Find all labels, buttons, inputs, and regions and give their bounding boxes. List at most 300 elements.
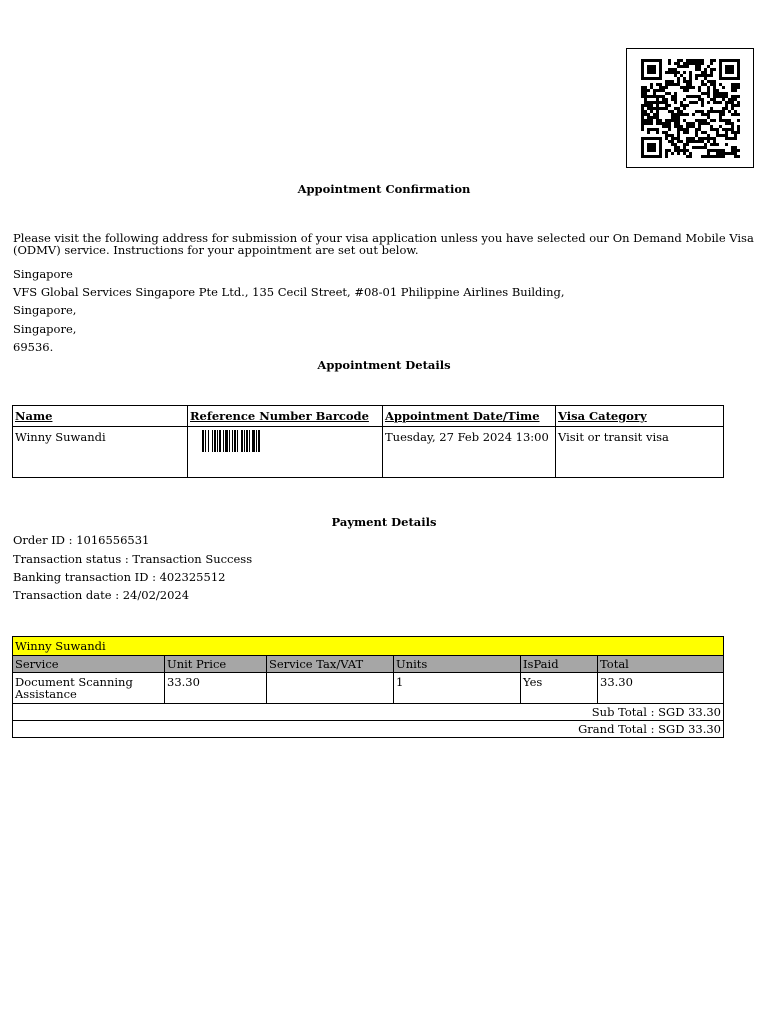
qr-module (731, 128, 734, 131)
qr-module (713, 140, 716, 143)
qr-module (737, 101, 740, 104)
qr-module (701, 119, 704, 122)
qr-module (689, 140, 692, 143)
qr-module (647, 116, 650, 119)
qr-module (695, 134, 698, 137)
qr-module (737, 131, 740, 134)
order-id: Order ID : 1016556531 (13, 533, 150, 547)
qr-module (731, 125, 734, 128)
qr-module (737, 59, 740, 62)
qr-module (653, 155, 656, 158)
qr-module (719, 95, 722, 98)
barcode-bar (234, 430, 236, 452)
qr-module (680, 101, 683, 104)
qr-module (713, 119, 716, 122)
qr-module (683, 77, 686, 80)
qr-module (683, 128, 686, 131)
qr-module (686, 140, 689, 143)
qr-module (701, 113, 704, 116)
barcode-bar (212, 430, 213, 452)
qr-module (680, 149, 683, 152)
payment-table-header (13, 656, 724, 673)
qr-module (719, 77, 722, 80)
qr-module (728, 122, 731, 125)
qr-module (644, 119, 647, 122)
qr-module (653, 143, 656, 146)
qr-module (737, 74, 740, 77)
qr-module (710, 98, 713, 101)
qr-module (701, 137, 704, 140)
qr-module (653, 59, 656, 62)
qr-module (641, 92, 644, 95)
qr-module (647, 77, 650, 80)
qr-module (707, 86, 710, 89)
qr-module (659, 119, 662, 122)
qr-module (644, 137, 647, 140)
qr-module (683, 149, 686, 152)
qr-module (704, 71, 707, 74)
qr-module (719, 134, 722, 137)
qr-module (725, 122, 728, 125)
qr-module (656, 77, 659, 80)
qr-module (719, 125, 722, 128)
qr-module (695, 59, 698, 62)
qr-module (659, 65, 662, 68)
qr-module (641, 119, 644, 122)
qr-module (725, 68, 728, 71)
qr-module (647, 131, 650, 134)
qr-module (695, 101, 698, 104)
qr-module (644, 95, 647, 98)
qr-module (722, 110, 725, 113)
qr-module (665, 80, 668, 83)
qr-module (725, 71, 728, 74)
qr-module (716, 149, 719, 152)
qr-module (698, 146, 701, 149)
qr-module (677, 110, 680, 113)
qr-module (659, 146, 662, 149)
qr-module (689, 71, 692, 74)
qr-module (719, 152, 722, 155)
qr-module (683, 113, 686, 116)
qr-module (698, 98, 701, 101)
qr-module (734, 95, 737, 98)
qr-module (725, 77, 728, 80)
qr-module (710, 62, 713, 65)
barcode-bar (202, 430, 204, 452)
qr-module (653, 137, 656, 140)
qr-module (668, 68, 671, 71)
qr-module (674, 107, 677, 110)
barcode-bar (214, 430, 216, 452)
units: 1 (394, 673, 521, 704)
qr-module (704, 92, 707, 95)
qr-module (710, 110, 713, 113)
qr-module (731, 65, 734, 68)
qr-module (722, 107, 725, 110)
qr-module (665, 137, 668, 140)
qr-module (677, 152, 680, 155)
qr-module (650, 143, 653, 146)
qr-module (647, 119, 650, 122)
qr-module (650, 146, 653, 149)
qr-module (662, 98, 665, 101)
qr-module (686, 155, 689, 158)
col-category-header: Visa Category (556, 406, 724, 427)
qr-module (731, 98, 734, 101)
transaction-date: Transaction date : 24/02/2024 (13, 588, 190, 602)
qr-module (737, 77, 740, 80)
qr-module (644, 77, 647, 80)
qr-module (677, 149, 680, 152)
qr-module (659, 71, 662, 74)
qr-module (647, 95, 650, 98)
qr-module (695, 68, 698, 71)
qr-module (641, 104, 644, 107)
qr-module (644, 59, 647, 62)
qr-module (725, 92, 728, 95)
qr-module (641, 113, 644, 116)
qr-module (641, 122, 644, 125)
qr-module (707, 89, 710, 92)
qr-module (683, 131, 686, 134)
qr-module (734, 89, 737, 92)
qr-module (722, 95, 725, 98)
qr-module (668, 140, 671, 143)
qr-module (677, 71, 680, 74)
qr-module (647, 89, 650, 92)
qr-module (683, 62, 686, 65)
qr-module (650, 128, 653, 131)
qr-module (734, 149, 737, 152)
qr-module (737, 68, 740, 71)
qr-module (644, 110, 647, 113)
qr-module (647, 128, 650, 131)
qr-module (695, 95, 698, 98)
qr-module (647, 143, 650, 146)
qr-module (659, 95, 662, 98)
qr-module (731, 101, 734, 104)
qr-module (725, 101, 728, 104)
qr-module (647, 113, 650, 116)
qr-module (656, 119, 659, 122)
qr-module (713, 95, 716, 98)
qr-module (734, 59, 737, 62)
qr-module (713, 101, 716, 104)
qr-module (731, 113, 734, 116)
qr-module (674, 122, 677, 125)
qr-module (737, 128, 740, 131)
qr-module (683, 65, 686, 68)
qr-module (716, 110, 719, 113)
qr-module (707, 95, 710, 98)
qr-code (626, 48, 754, 168)
qr-module (719, 116, 722, 119)
qr-module (686, 104, 689, 107)
qr-module (659, 155, 662, 158)
qr-module (665, 107, 668, 110)
qr-module (689, 152, 692, 155)
qr-module (719, 62, 722, 65)
col-unit-price-header: Unit Price (165, 656, 267, 673)
qr-module (713, 110, 716, 113)
reference-barcode (188, 427, 383, 478)
qr-module (650, 59, 653, 62)
qr-module (659, 152, 662, 155)
qr-module (659, 59, 662, 62)
qr-module (695, 62, 698, 65)
qr-module (710, 119, 713, 122)
qr-module (710, 137, 713, 140)
qr-module (668, 110, 671, 113)
qr-module (668, 71, 671, 74)
qr-module (707, 113, 710, 116)
qr-module (707, 80, 710, 83)
qr-module (713, 98, 716, 101)
qr-module (674, 125, 677, 128)
qr-module (656, 98, 659, 101)
barcode-bar (219, 430, 221, 452)
qr-module (665, 155, 668, 158)
appointment-datetime: Tuesday, 27 Feb 2024 13:00 (383, 427, 556, 478)
qr-module (656, 95, 659, 98)
qr-module (689, 137, 692, 140)
qr-module (662, 131, 665, 134)
qr-module (641, 62, 644, 65)
qr-module (671, 137, 674, 140)
qr-module (656, 137, 659, 140)
qr-module (656, 83, 659, 86)
qr-module (719, 110, 722, 113)
qr-module (707, 134, 710, 137)
qr-module (677, 146, 680, 149)
qr-module (647, 137, 650, 140)
qr-module (734, 77, 737, 80)
qr-module (653, 149, 656, 152)
qr-module (713, 92, 716, 95)
qr-module (653, 65, 656, 68)
qr-module (713, 149, 716, 152)
qr-module (686, 128, 689, 131)
qr-module (737, 104, 740, 107)
qr-module (650, 65, 653, 68)
appointment-details-heading: Appointment Details (317, 358, 451, 372)
qr-module (659, 149, 662, 152)
qr-module (722, 152, 725, 155)
qr-module (665, 92, 668, 95)
qr-module (713, 143, 716, 146)
qr-module (650, 104, 653, 107)
qr-module (737, 119, 740, 122)
qr-module (659, 137, 662, 140)
qr-module (671, 143, 674, 146)
qr-module (641, 137, 644, 140)
qr-module (686, 59, 689, 62)
qr-module (647, 68, 650, 71)
qr-module (698, 65, 701, 68)
qr-module (647, 107, 650, 110)
qr-module (731, 77, 734, 80)
qr-module (707, 74, 710, 77)
qr-module (728, 68, 731, 71)
qr-module (725, 119, 728, 122)
address-city: Singapore, (13, 303, 77, 317)
qr-module (650, 107, 653, 110)
qr-module (689, 125, 692, 128)
col-ispaid-header: IsPaid (521, 656, 598, 673)
qr-module (737, 83, 740, 86)
qr-module (731, 131, 734, 134)
col-service-header: Service (13, 656, 165, 673)
qr-module (674, 95, 677, 98)
qr-module (686, 143, 689, 146)
qr-module (671, 110, 674, 113)
qr-module (671, 68, 674, 71)
qr-module (716, 131, 719, 134)
qr-module (662, 122, 665, 125)
qr-module (641, 140, 644, 143)
qr-module (734, 137, 737, 140)
qr-module (698, 68, 701, 71)
qr-module (716, 134, 719, 137)
qr-module (707, 92, 710, 95)
qr-module (701, 98, 704, 101)
qr-module (668, 134, 671, 137)
col-total-header: Total (598, 656, 724, 673)
qr-module (692, 137, 695, 140)
qr-module (695, 131, 698, 134)
qr-module (698, 86, 701, 89)
qr-module (698, 59, 701, 62)
qr-module (644, 155, 647, 158)
qr-module (671, 140, 674, 143)
qr-module (728, 110, 731, 113)
qr-module (734, 155, 737, 158)
qr-module (656, 104, 659, 107)
qr-module (701, 80, 704, 83)
qr-module (734, 146, 737, 149)
col-tax-header: Service Tax/VAT (267, 656, 394, 673)
qr-module (668, 92, 671, 95)
address-state: Singapore, (13, 322, 77, 336)
qr-module (647, 71, 650, 74)
qr-module (668, 59, 671, 62)
qr-module (710, 155, 713, 158)
qr-module (686, 86, 689, 89)
qr-module (695, 65, 698, 68)
qr-module (728, 128, 731, 131)
qr-module (719, 74, 722, 77)
qr-module (677, 65, 680, 68)
qr-module (680, 125, 683, 128)
appointment-table-header (13, 406, 724, 427)
qr-module (698, 62, 701, 65)
qr-module (641, 68, 644, 71)
qr-module (707, 140, 710, 143)
qr-module (713, 128, 716, 131)
qr-module (701, 92, 704, 95)
qr-module (665, 71, 668, 74)
qr-module (659, 74, 662, 77)
qr-module (668, 62, 671, 65)
qr-module (653, 107, 656, 110)
qr-module (734, 152, 737, 155)
qr-module (677, 122, 680, 125)
qr-module (728, 119, 731, 122)
barcode-bar (258, 430, 260, 452)
qr-module (680, 65, 683, 68)
qr-module (650, 101, 653, 104)
banking-transaction-id: Banking transaction ID : 402325512 (13, 570, 226, 584)
qr-module (716, 143, 719, 146)
address-postal: 69536. (13, 340, 54, 354)
qr-module (686, 125, 689, 128)
qr-module (731, 59, 734, 62)
qr-module (695, 110, 698, 113)
qr-module (677, 116, 680, 119)
qr-module (671, 71, 674, 74)
qr-module (644, 86, 647, 89)
barcode-bar (229, 430, 230, 452)
qr-module (734, 83, 737, 86)
qr-module (686, 83, 689, 86)
qr-module (692, 122, 695, 125)
qr-module (677, 113, 680, 116)
qr-module (701, 104, 704, 107)
qr-module (644, 101, 647, 104)
qr-module (716, 128, 719, 131)
payment-details-heading: Payment Details (331, 515, 437, 529)
qr-module (725, 59, 728, 62)
qr-module (671, 83, 674, 86)
table-row (13, 427, 724, 478)
qr-module (695, 74, 698, 77)
qr-module (644, 92, 647, 95)
qr-module (704, 146, 707, 149)
qr-module (710, 149, 713, 152)
qr-module (677, 62, 680, 65)
qr-module (671, 95, 674, 98)
qr-module (716, 155, 719, 158)
barcode-bar (244, 430, 245, 452)
qr-module (641, 59, 644, 62)
qr-module (722, 59, 725, 62)
qr-module (665, 119, 668, 122)
qr-module (653, 128, 656, 131)
qr-module (734, 134, 737, 137)
qr-module (677, 77, 680, 80)
qr-module (713, 86, 716, 89)
qr-module (686, 95, 689, 98)
qr-module (641, 71, 644, 74)
qr-module (641, 152, 644, 155)
qr-module (701, 71, 704, 74)
qr-module (701, 110, 704, 113)
qr-module (710, 59, 713, 62)
qr-module (698, 137, 701, 140)
qr-module (704, 77, 707, 80)
qr-module (650, 137, 653, 140)
qr-module (731, 152, 734, 155)
barcode-bar (252, 430, 255, 452)
qr-module (719, 71, 722, 74)
qr-module (647, 59, 650, 62)
qr-module (737, 86, 740, 89)
barcode-bar (241, 430, 243, 452)
qr-module (680, 113, 683, 116)
qr-module (734, 98, 737, 101)
qr-module (707, 116, 710, 119)
